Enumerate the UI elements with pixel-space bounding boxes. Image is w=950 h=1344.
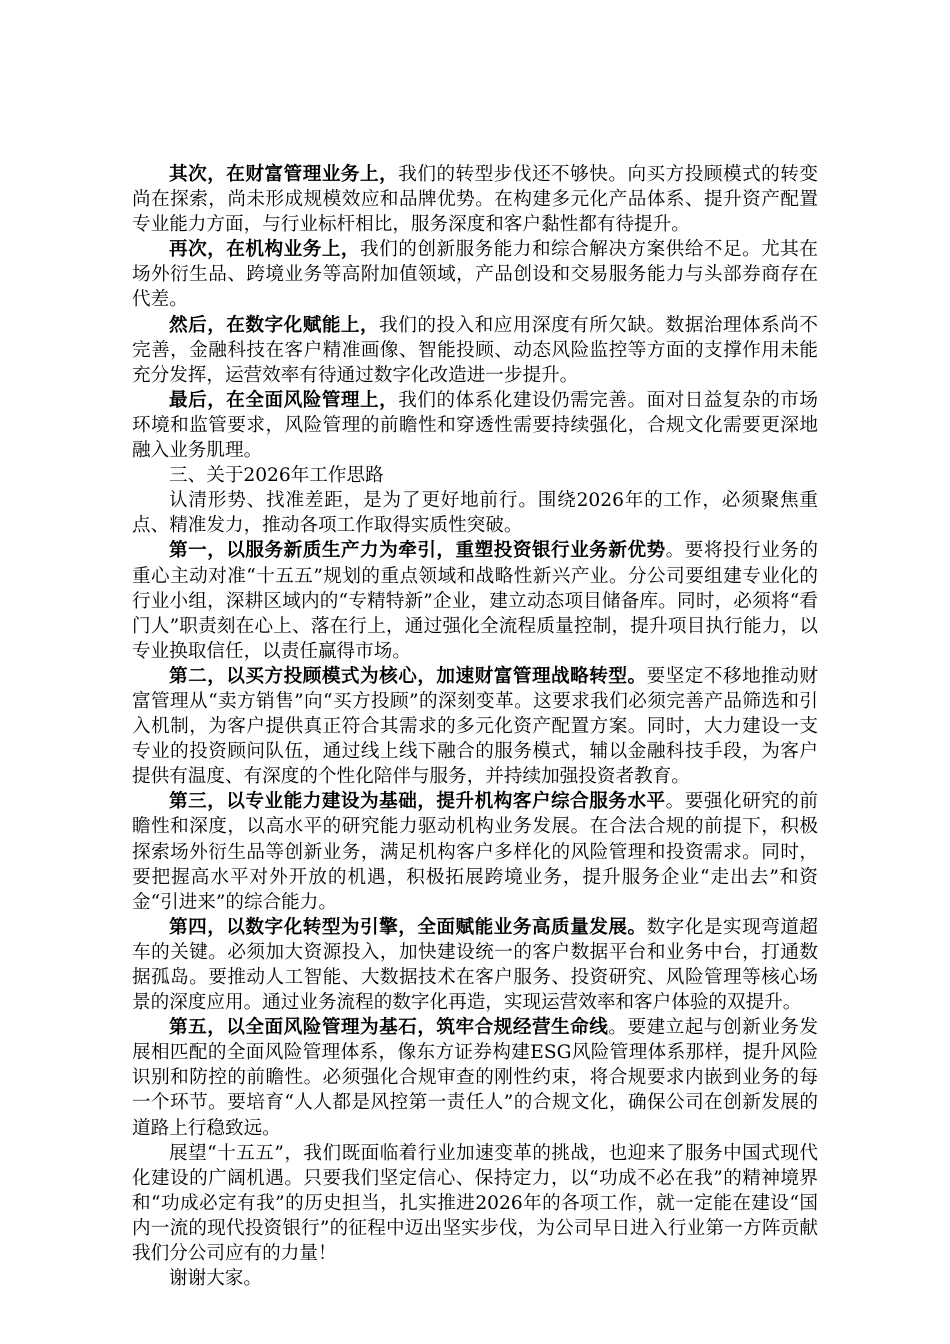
paragraph-lead: 第三，以专业能力建设为基础，提升机构客户综合服务水平	[169, 791, 666, 813]
paragraph-lead: 第四，以数字化转型为引擎，全面赋能业务高质量发展。	[169, 916, 647, 938]
paragraph-text: 。要将投行业务的重心主动对准“十五五”规划的重点领域和战略性新兴产业。分公司要组建专业化的行业小组，深耕区域内的“专精特新”企业，建立动态项目储备库。同时，必须将“看门人”职责刻在心上、落在行上，通过强化全流程质量控制，提升项目执行能力，以专业换取信任，以责任赢得市场。	[132, 540, 818, 662]
paragraph-third	[132, 789, 818, 914]
paragraph-lead: 最后，在全面风险管理上，	[169, 389, 399, 411]
paragraph-text: 我们的转型步伐还不够快。向买方投顾模式的转变尚在探索，尚未形成规模效应和品牌优势。在构建多元化产品体系、提升资产配置专业能力方面，与行业标杆相比，服务深度和客户黏性都有待提升。	[132, 164, 818, 236]
paragraph-second	[132, 664, 818, 789]
paragraph-lead: 其次，在财富管理业务上，	[169, 164, 399, 185]
document-body	[132, 162, 818, 1291]
paragraph-lead: 第一，以服务新质生产力为牵引，重塑投资银行业务新优势	[169, 540, 666, 562]
paragraph-first	[132, 538, 818, 663]
paragraph-lead: 第五，以全面风险管理为基石，筑牢合规经营生命线	[169, 1017, 609, 1039]
paragraph-digital-empowerment	[132, 313, 818, 388]
paragraph-text: 要坚定不移地推动财富管理从“卖方销售”向“买方投顾”的深刻变革。这要求我们必须完善产品筛选和引入机制，为客户提供真正符合其需求的多元化资产配置方案。同时，大力建设一支专业的投资顾问队伍，通过线上线下融合的服务模式，辅以金融科技手段，为客户提供有温度、有深度的个性化陪伴与服务，并持续加强投资者教育。	[132, 665, 818, 788]
paragraph-intro: 认清形势、找准差距，是为了更好地前行。围绕2026年的工作，必须聚焦重点、精准发力，推动各项工作取得实质性突破。	[132, 490, 818, 537]
paragraph-text: 数字化是实现弯道超车的关键。必须加大资源投入，加快建设统一的客户数据平台和业务中台，打通数据孤岛。要推动人工智能、大数据技术在客户服务、投资研究、风险管理等核心场景的深度应用。通过业务流程的数字化再造，实现运营效率和客户体验的双提升。	[132, 916, 818, 1014]
paragraph-outlook: 展望“十五五”，我们既面临着行业加速变革的挑战，也迎来了服务中国式现代化建设的广阔机遇。只要我们坚定信心、保持定力，以“功成不必在我”的精神境界和“功成必定有我”的历史担当，扎实推进2026年的各项工作，就一定能在建设“国内一流的现代投资银行”的征程中迈出坚实步伐，为公司早日进入行业第一方阵贡献我们分公司应有的力量！	[132, 1142, 818, 1265]
paragraph-closing: 谢谢大家。	[169, 1268, 262, 1290]
paragraph-lead: 然后，在数字化赋能上，	[169, 314, 380, 336]
paragraph-risk-management	[132, 388, 818, 463]
paragraph-text: 我们的创新服务能力和综合解决方案供给不足。尤其在场外衍生品、跨境业务等高附加值领域，产品创设和交易服务能力与头部券商存在代差。	[132, 239, 818, 311]
paragraph-text: 我们的投入和应用深度有所欠缺。数据治理体系尚不完善，金融科技在客户精准画像、智能投顾、动态风险监控等方面的支撑作用未能充分发挥，运营效率有待通过数字化改造进一步提升。	[132, 314, 818, 386]
paragraph-institutional-business	[132, 237, 818, 312]
paragraph-text: 我们的体系化建设仍需完善。面对日益复杂的市场环境和监管要求，风险管理的前瞻性和穿透性需要持续强化，合规文化需要更深地融入业务肌理。	[132, 389, 818, 462]
paragraph-lead: 再次，在机构业务上，	[169, 239, 361, 261]
paragraph-fourth	[132, 915, 818, 1015]
paragraph-text: 。要强化研究的前瞻性和深度，以高水平的研究能力驱动机构业务发展。在合法合规的前提下，积极探索场外衍生品等创新业务，满足机构客户多样化的风险管理和投资需求。同时，要把握高水平对外开放的机遇，积极拓展跨境业务，提升服务企业“走出去”和资金“引进来”的综合能力。	[132, 791, 818, 913]
paragraph-lead: 第二，以买方投顾模式为核心，加速财富管理战略转型。	[169, 665, 647, 687]
paragraph-text: 。要建立起与创新业务发展相匹配的全面风险管理体系，像东方证券构建ESG风险管理体系那样，提升风险识别和防控的前瞻性。必须强化合规审查的刚性约束，将合规要求内嵌到业务的每一个环节。要培育“人人都是风控第一责任人”的合规文化，确保公司在创新发展的道路上行稳致远。	[132, 1017, 818, 1139]
paragraph-wealth-management	[132, 162, 818, 237]
section-heading: 三、关于2026年工作思路	[169, 465, 384, 487]
paragraph-fifth	[132, 1015, 818, 1140]
